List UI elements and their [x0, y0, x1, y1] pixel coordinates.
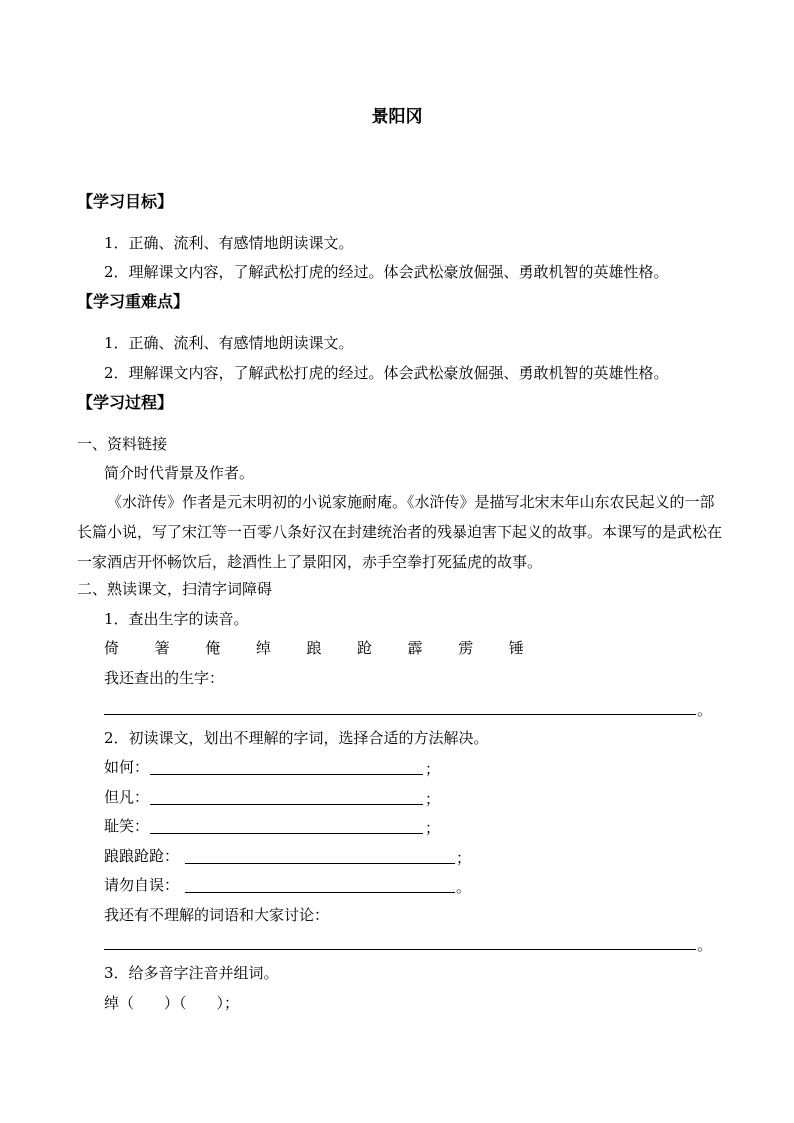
- line-end-mark: ；: [425, 760, 441, 778]
- key-item-2: 2．理解课文内容，了解武松打虎的经过。体会武松豪放倔强、勇敢机智的英雄性格。: [104, 364, 669, 382]
- part-heading-1: 一、资料链接: [77, 435, 168, 453]
- page-title: 景阳冈: [371, 107, 423, 127]
- new-characters-row: [104, 638, 524, 658]
- word-label: 耻笑：: [104, 817, 150, 835]
- goal-item-1: 1．正确、流利、有感情地朗读课文。: [104, 234, 354, 252]
- q1-more-label: 我还查出的生字：: [104, 669, 225, 687]
- answer-line[interactable]: [150, 774, 423, 775]
- word-label: 但凡：: [104, 788, 150, 806]
- char-item: 跄: [357, 639, 373, 657]
- section-heading-goals: 【学习目标】: [77, 192, 174, 211]
- key-item-1: 1．正确、流利、有感情地朗读课文。: [104, 334, 354, 352]
- polyphone-item: 绰（ ）（ ）；: [104, 994, 240, 1012]
- line-end-mark: 。: [697, 936, 713, 954]
- answer-line[interactable]: [185, 892, 455, 893]
- line-end-mark: ；: [425, 819, 441, 837]
- section-heading-key-points: 【学习重难点】: [77, 292, 190, 311]
- word-label: 如何：: [104, 758, 150, 776]
- char-item: 俺: [205, 639, 221, 657]
- question-1: 1．查出生字的读音。: [104, 610, 249, 628]
- q2-more-label: 我还有不理解的词语和大家讨论：: [104, 906, 330, 924]
- line-end-mark: ；: [425, 790, 441, 808]
- goal-item-2: 2．理解课文内容，了解武松打虎的经过。体会武松豪放倔强、勇敢机智的英雄性格。: [104, 263, 669, 281]
- author-paragraph: 《水浒传》作者是元末明初的小说家施耐庵。《水浒传》是描写北宋末年山东农民起义的一部长篇小说，写了宋江等一百零八条好汉在封建统治者的残暴迫害下起义的故事。本课写的是武松在一家酒店开怀畅饮后，趁酒性上了景阳冈，赤手空拳打死猛虎的故事。: [77, 493, 723, 571]
- section-heading-process: 【学习过程】: [77, 393, 174, 412]
- part-heading-2: 二、熟读课文，扫清字词障碍: [77, 580, 273, 598]
- question-3: 3．给多音字注音并组词。: [104, 964, 279, 982]
- char-item: 锤: [508, 639, 524, 657]
- answer-line[interactable]: [104, 949, 696, 950]
- char-item: 箸: [154, 639, 170, 657]
- char-item: 绰: [255, 639, 271, 657]
- answer-line[interactable]: [150, 833, 423, 834]
- line-end-mark: 。: [697, 701, 713, 719]
- word-label: 踉踉跄跄：: [104, 847, 180, 865]
- char-item: 倚: [104, 639, 120, 657]
- line-end-mark: 。: [456, 878, 472, 896]
- word-label: 请勿自误：: [104, 876, 180, 894]
- answer-line[interactable]: [104, 714, 696, 715]
- answer-line[interactable]: [185, 863, 455, 864]
- part1-subtitle: 简介时代背景及作者。: [104, 464, 255, 482]
- line-end-mark: ；: [456, 849, 472, 867]
- answer-line[interactable]: [150, 804, 423, 805]
- question-2: 2．初读课文，划出不理解的字词，选择合适的方法解决。: [104, 729, 489, 747]
- char-item: 霹: [407, 639, 423, 657]
- char-item: 雳: [458, 639, 474, 657]
- char-item: 踉: [306, 639, 322, 657]
